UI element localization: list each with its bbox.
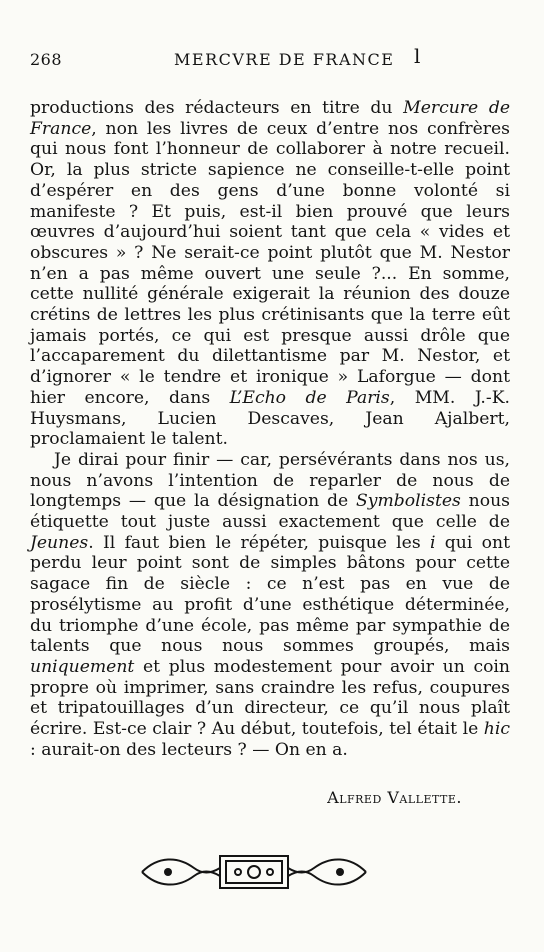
paragraph-1 (30, 98, 510, 450)
paragraph-1-text-a: productions des rédacteurs en titre du (30, 98, 404, 118)
paragraph-2-italic-d: uniquement (30, 656, 135, 677)
paragraph-2-italic-a: Symbolistes (356, 491, 461, 512)
paragraph-2-italic-b: Jeunes (30, 532, 89, 553)
paragraph-2-italic-e: hic (483, 719, 510, 740)
paragraph-2-text-f: : aurait-on des lecteurs ? — On en a. (30, 739, 348, 760)
page-number: 268 (30, 50, 63, 69)
paragraph-1-text-c: , MM. J.-K. Huysmans, Lucien Descaves, Jean Ajalbert, proclamaient le talent. (30, 387, 510, 450)
author-signature: Alfred Vallette. (327, 788, 462, 807)
body-text (30, 98, 510, 761)
paragraph-2-text-d: qui ont perdu leur point sont de simples bâtons pour cette sagace fin de siècle : ce n’est pas en vue de prosélytisme au profit d’une esthétique déterminée, du triomphe d’une école, pas même par sympathie de talents que nous nous sommes groupés, mais (30, 532, 510, 657)
paragraph-2-text-c: . Il faut bien le répéter, puisque les (88, 532, 430, 553)
printers-ornament-icon (138, 848, 370, 896)
paragraph-1-text-b: , non les livres de ceux d’entre nos confrères qui nous font l’honneur de collaborer à notre recueil. Or, la plus stricte sapience ne conseille-t-elle point d’espérer en des gens d’une bonne volonté si manifeste ? Et puis, est-il bien prouvé que leurs œuvres d’aujourd’hui soient tant que cela « vides et obscures » ? Ne serait-ce point plutôt que M. Nestor n’en a pas même ouvert une seule ?... En somme, cette nullité générale exigerait la réunion des douze crétins de lettres les plus crétinisants que la terre eût jamais portés, ce qui est presque aussi drôle que l’accaparement du dilettantisme par M. Nestor, et d’ignorer « le tendre et ironique » Laforgue — dont hier encore, dans (30, 118, 510, 408)
paragraph-2-text-b: nous étiquette tout juste aussi exactement que celle de (30, 491, 510, 533)
paragraph-2 (30, 450, 510, 761)
running-header (30, 44, 510, 76)
paragraph-2-text-e: et plus modestement pour avoir un coin propre où imprimer, sans craindre les refus, coupures et tripatouillages d’un directeur, ce qu’il nous plaît écrire. Est-ce clair ? Au début, toutefois, tel était le (30, 656, 510, 740)
paragraph-2-italic-c: i (429, 532, 436, 553)
header-mark: l (414, 44, 421, 68)
paragraph-1-italic-a: Mercure de France (30, 98, 510, 139)
paragraph-1-italic-b: L’Echo de Paris (229, 387, 390, 408)
paragraph-2-text-a: Je dirai pour finir — car, persévérants dans nos us, nous n’avons l’intention de reparler de nous de longtemps — que la désignation de (30, 449, 510, 512)
running-title: MERCVRE DE FRANCE (174, 50, 395, 69)
